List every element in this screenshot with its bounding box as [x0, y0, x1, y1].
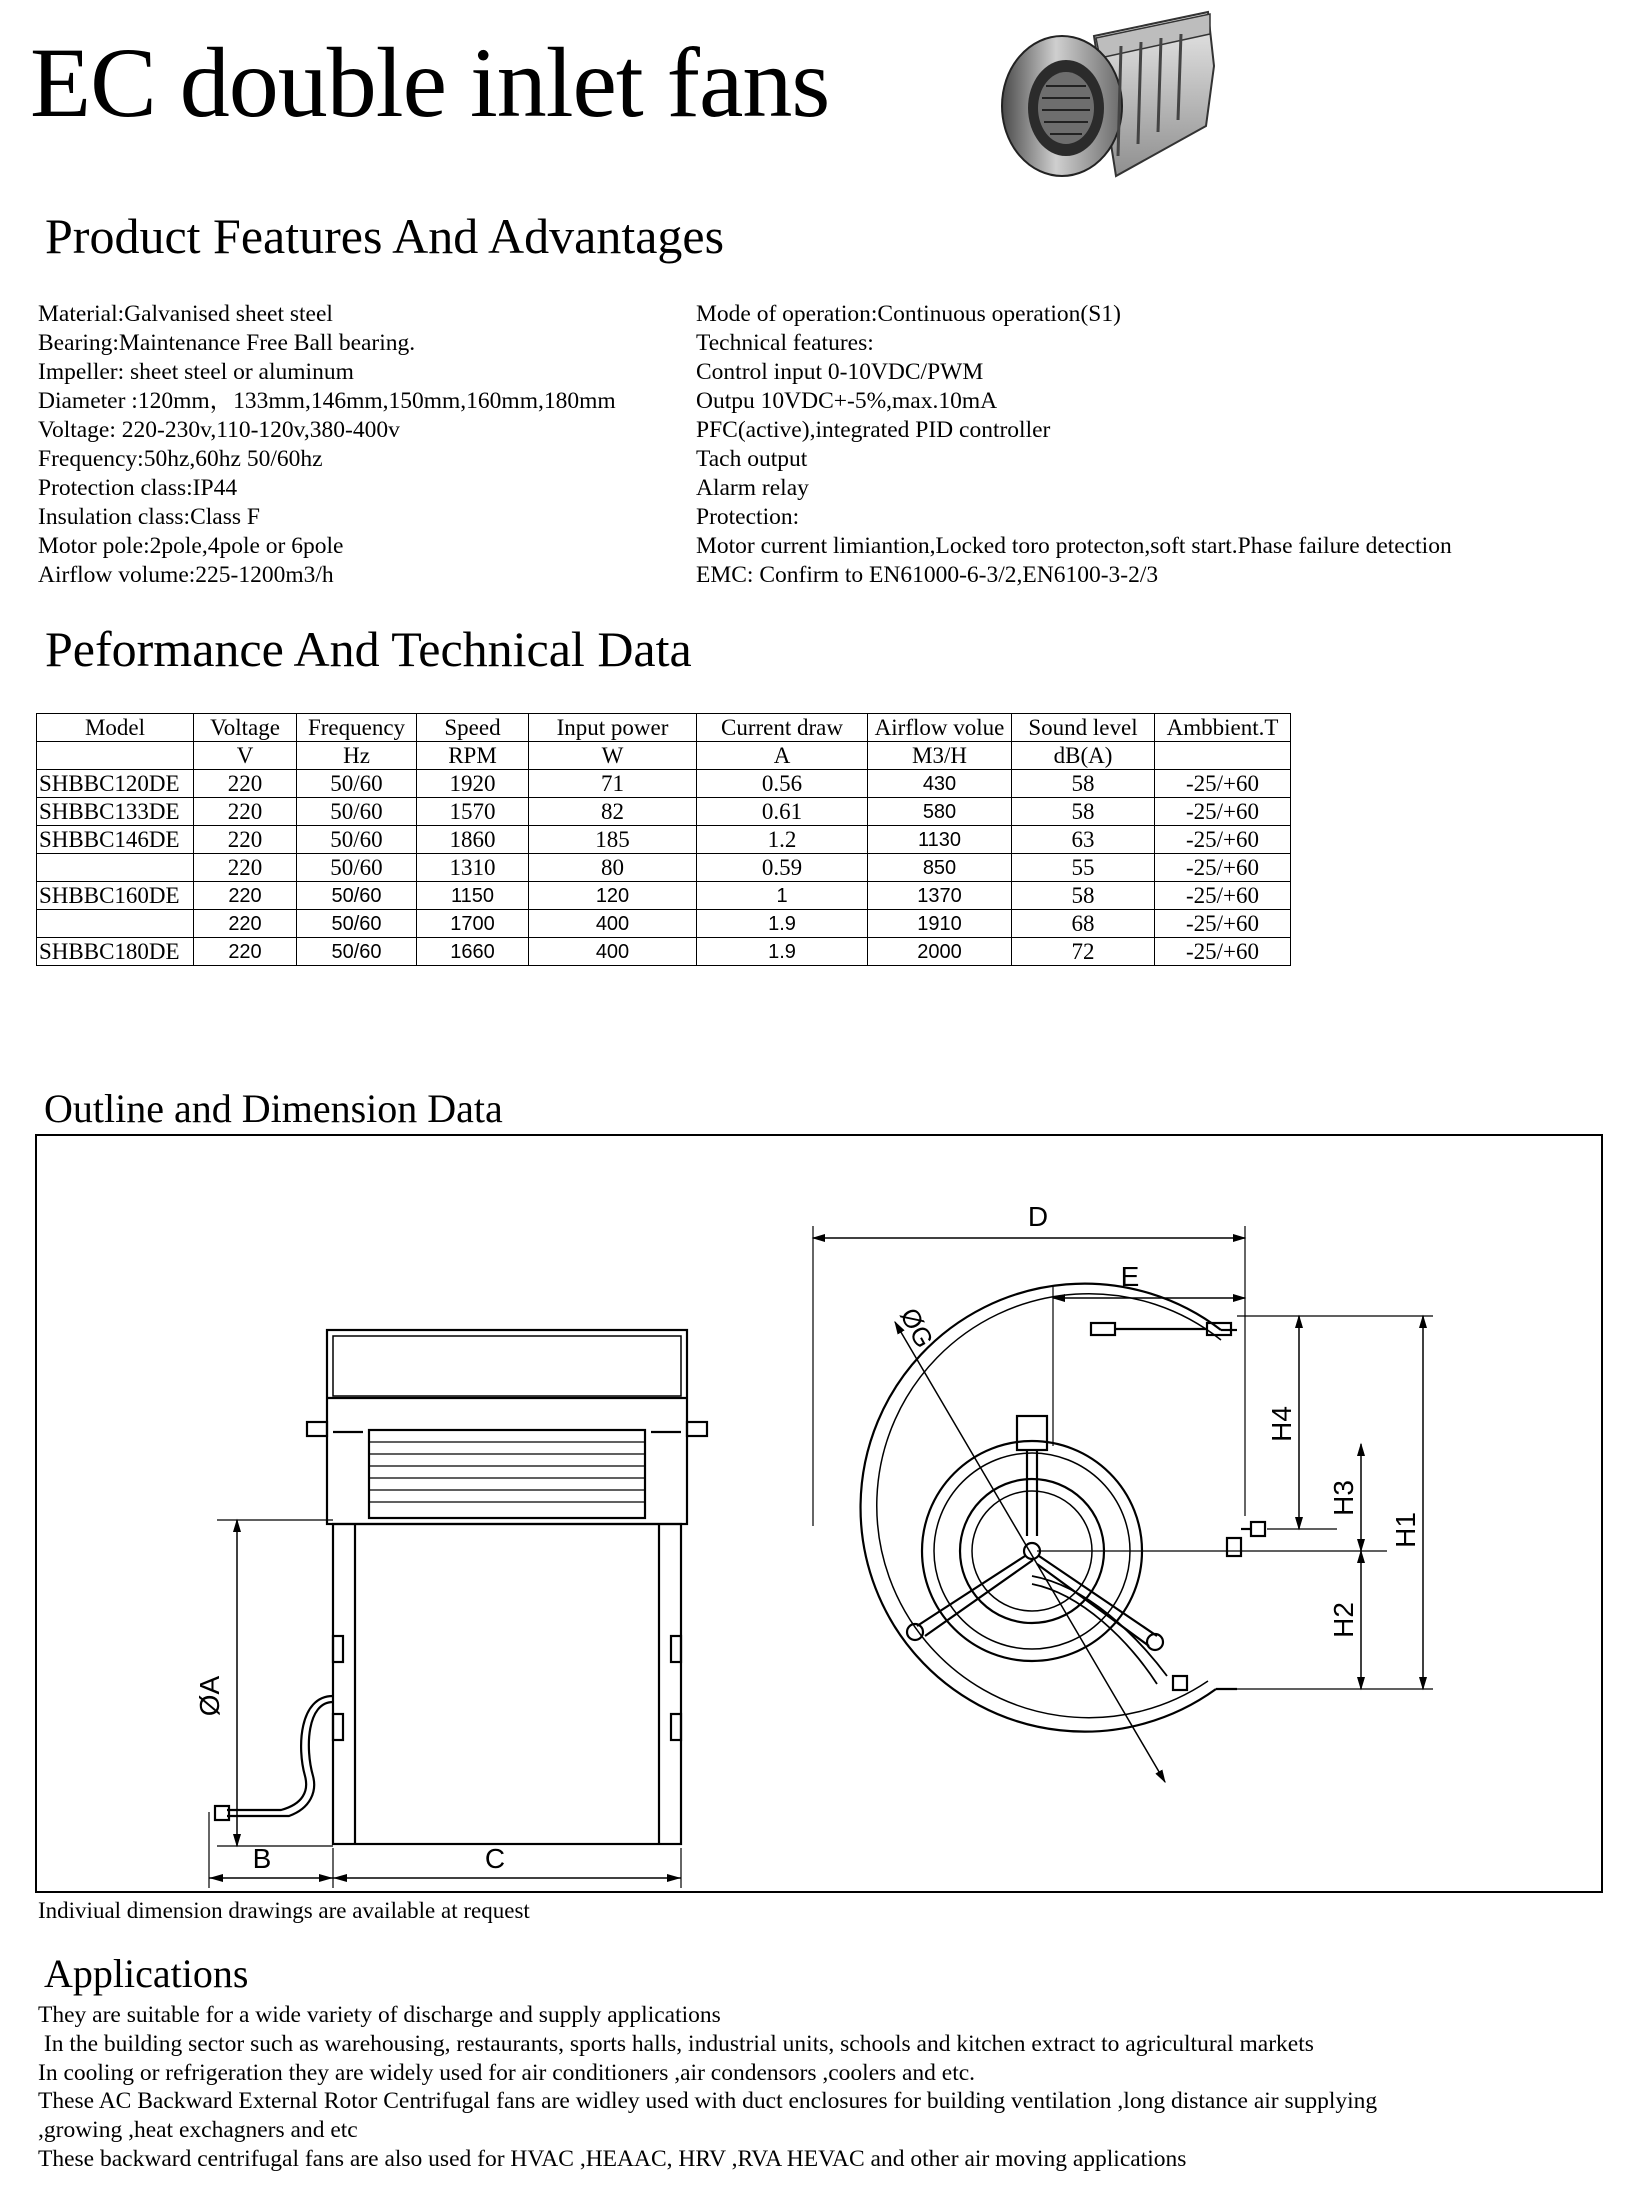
unit-cell: W [529, 742, 697, 770]
feature-frequency: Frequency:50hz,60hz 50/60hz [38, 446, 323, 472]
header-cell: Frequency [297, 714, 417, 742]
features-heading: Product Features And Advantages [45, 208, 725, 264]
cell-model: SHBBC160DE [37, 882, 194, 910]
cell-model [37, 910, 194, 938]
cell-voltage: 220 [194, 882, 297, 910]
cell-speed: 1660 [417, 938, 529, 966]
applications-line: These backward centrifugal fans are also used for HVAC ,HEAAC, HRV ,RVA HEVAC and other air moving applications [38, 2145, 1187, 2172]
performance-heading: Peformance And Technical Data [45, 621, 692, 677]
cell-frequency: 50/60 [297, 854, 417, 882]
cell-speed: 1150 [417, 882, 529, 910]
dim-label-h2: H2 [1328, 1602, 1359, 1638]
dim-label-g: ØG [894, 1302, 940, 1353]
applications-line: In the building sector such as warehousing, restaurants, sports halls, industrial units, schools and kitchen extract to agricultural markets [38, 2030, 1314, 2057]
cell-current-draw: 0.61 [697, 798, 868, 826]
unit-cell: A [697, 742, 868, 770]
table-units-row [37, 742, 1291, 770]
table-row [37, 770, 1291, 798]
applications-line: These AC Backward External Rotor Centrifugal fans are widley used with duct enclosures for building ventilation ,long distance air supplying [38, 2088, 1378, 2115]
dim-label-e: E [1120, 1261, 1140, 1292]
feature-alarm-relay: Alarm relay [696, 475, 809, 501]
header-cell: Airflow volue [868, 714, 1012, 742]
cell-speed: 1570 [417, 798, 529, 826]
header-cell: Speed [417, 714, 529, 742]
cell-ambient-temp: -25/+60 [1155, 910, 1291, 938]
cell-ambient-temp: -25/+60 [1155, 882, 1291, 910]
unit-cell [37, 742, 194, 770]
cell-input-power: 82 [529, 798, 697, 826]
applications-line: In cooling or refrigeration they are widely used for air conditioners ,air condensors ,coolers and etc. [38, 2059, 976, 2086]
feature-protection: Protection: [696, 504, 800, 530]
feature-material: Material:Galvanised sheet steel [38, 301, 333, 327]
applications-heading: Applications [44, 1951, 249, 1996]
cell-sound-level: 63 [1012, 826, 1155, 854]
cell-speed: 1860 [417, 826, 529, 854]
cell-ambient-temp: -25/+60 [1155, 826, 1291, 854]
cell-airflow: 850 [868, 854, 1012, 882]
dim-label-c: C [484, 1843, 506, 1874]
cell-voltage: 220 [194, 770, 297, 798]
dimension-drawing [35, 1134, 1603, 1893]
cell-ambient-temp: -25/+60 [1155, 798, 1291, 826]
dim-label-d: D [1027, 1201, 1049, 1232]
cell-input-power: 120 [529, 882, 697, 910]
table-row [37, 798, 1291, 826]
feature-mode-of-operation: Mode of operation:Continuous operation(S1) [696, 301, 1121, 327]
cell-speed: 1310 [417, 854, 529, 882]
feature-output: Outpu 10VDC+-5%,max.10mA [696, 388, 998, 414]
cell-frequency: 50/60 [297, 882, 417, 910]
feature-motor-pole: Motor pole:2pole,4pole or 6pole [38, 533, 344, 559]
table-row [37, 826, 1291, 854]
dim-label-b: B [252, 1843, 272, 1874]
cell-sound-level: 55 [1012, 854, 1155, 882]
cell-current-draw: 1.9 [697, 910, 868, 938]
cell-sound-level: 68 [1012, 910, 1155, 938]
cell-voltage: 220 [194, 826, 297, 854]
feature-airflow-volume: Airflow volume:225-1200m3/h [38, 562, 334, 588]
cell-model: SHBBC133DE [37, 798, 194, 826]
dim-label-h4: H4 [1266, 1406, 1297, 1442]
cell-model: SHBBC146DE [37, 826, 194, 854]
feature-insulation-class: Insulation class:Class F [38, 504, 260, 530]
cell-model [37, 854, 194, 882]
cell-ambient-temp: -25/+60 [1155, 770, 1291, 798]
cell-ambient-temp: -25/+60 [1155, 938, 1291, 966]
cell-input-power: 71 [529, 770, 697, 798]
applications-text [38, 2001, 1377, 2174]
cell-current-draw: 0.59 [697, 854, 868, 882]
header-cell: Model [37, 714, 194, 742]
header-cell: Sound level [1012, 714, 1155, 742]
applications-line: They are suitable for a wide variety of discharge and supply applications [38, 2002, 721, 2028]
feature-pfc: PFC(active),integrated PID controller [696, 417, 1051, 443]
features-left-list [38, 300, 616, 590]
dim-label-a: ØA [194, 1675, 225, 1717]
unit-cell: RPM [417, 742, 529, 770]
cell-voltage: 220 [194, 854, 297, 882]
features-right-list [696, 300, 1452, 590]
header-cell: Ambbient.T [1155, 714, 1291, 742]
header-cell: Input power [529, 714, 697, 742]
cell-airflow: 580 [868, 798, 1012, 826]
page-title: EC double inlet fans [30, 27, 830, 138]
feature-impeller: Impeller: sheet steel or aluminum [38, 359, 354, 385]
cell-frequency: 50/60 [297, 770, 417, 798]
cell-frequency: 50/60 [297, 910, 417, 938]
table-row [37, 938, 1291, 966]
cell-input-power: 185 [529, 826, 697, 854]
cell-input-power: 80 [529, 854, 697, 882]
cell-model: SHBBC120DE [37, 770, 194, 798]
cell-speed: 1920 [417, 770, 529, 798]
cell-airflow: 1370 [868, 882, 1012, 910]
feature-motor-current: Motor current limiantion,Locked toro protecton,soft start.Phase failure detection [696, 533, 1452, 559]
cell-current-draw: 1.9 [697, 938, 868, 966]
feature-technical-features: Technical features: [696, 330, 874, 356]
side-view [209, 1330, 707, 1888]
unit-cell: dB(A) [1012, 742, 1155, 770]
cell-airflow: 2000 [868, 938, 1012, 966]
cell-input-power: 400 [529, 938, 697, 966]
fan-product-image [996, 6, 1226, 182]
feature-bearing: Bearing:Maintenance Free Ball bearing. [38, 330, 416, 356]
feature-voltage: Voltage: 220-230v,110-120v,380-400v [38, 417, 400, 443]
cell-model: SHBBC180DE [37, 938, 194, 966]
feature-control-input: Control input 0-10VDC/PWM [696, 359, 984, 385]
table-row [37, 882, 1291, 910]
feature-diameter: Diameter :120mm，133mm,146mm,150mm,160mm,180mm [38, 388, 616, 414]
feature-emc: EMC: Confirm to EN61000-6-3/2,EN6100-3-2/3 [696, 562, 1159, 588]
header-cell: Voltage [194, 714, 297, 742]
cell-sound-level: 58 [1012, 882, 1155, 910]
cell-frequency: 50/60 [297, 798, 417, 826]
performance-table [36, 713, 1291, 966]
cell-current-draw: 1 [697, 882, 868, 910]
unit-cell: Hz [297, 742, 417, 770]
table-header-row [37, 714, 1291, 742]
dim-label-h3: H3 [1328, 1480, 1359, 1516]
drawing-note: Indiviual dimension drawings are available at request [38, 1898, 530, 1923]
cell-voltage: 220 [194, 798, 297, 826]
cell-airflow: 430 [868, 770, 1012, 798]
cell-frequency: 50/60 [297, 826, 417, 854]
cell-frequency: 50/60 [297, 938, 417, 966]
cell-sound-level: 58 [1012, 770, 1155, 798]
table-row [37, 910, 1291, 938]
cell-sound-level: 72 [1012, 938, 1155, 966]
outline-heading: Outline and Dimension Data [44, 1086, 503, 1131]
header-cell: Current draw [697, 714, 868, 742]
dim-label-h1: H1 [1390, 1512, 1421, 1548]
cell-sound-level: 58 [1012, 798, 1155, 826]
feature-protection-class: Protection class:IP44 [38, 475, 238, 501]
cell-voltage: 220 [194, 938, 297, 966]
cell-speed: 1700 [417, 910, 529, 938]
cell-airflow: 1130 [868, 826, 1012, 854]
table-row [37, 854, 1291, 882]
feature-tach-output: Tach output [696, 446, 808, 472]
cell-current-draw: 0.56 [697, 770, 868, 798]
cell-ambient-temp: -25/+60 [1155, 854, 1291, 882]
unit-cell [1155, 742, 1291, 770]
cell-input-power: 400 [529, 910, 697, 938]
cell-voltage: 220 [194, 910, 297, 938]
unit-cell: M3/H [868, 742, 1012, 770]
applications-line: ,growing ,heat exchagners and etc [38, 2117, 358, 2144]
unit-cell: V [194, 742, 297, 770]
cell-airflow: 1910 [868, 910, 1012, 938]
cell-current-draw: 1.2 [697, 826, 868, 854]
